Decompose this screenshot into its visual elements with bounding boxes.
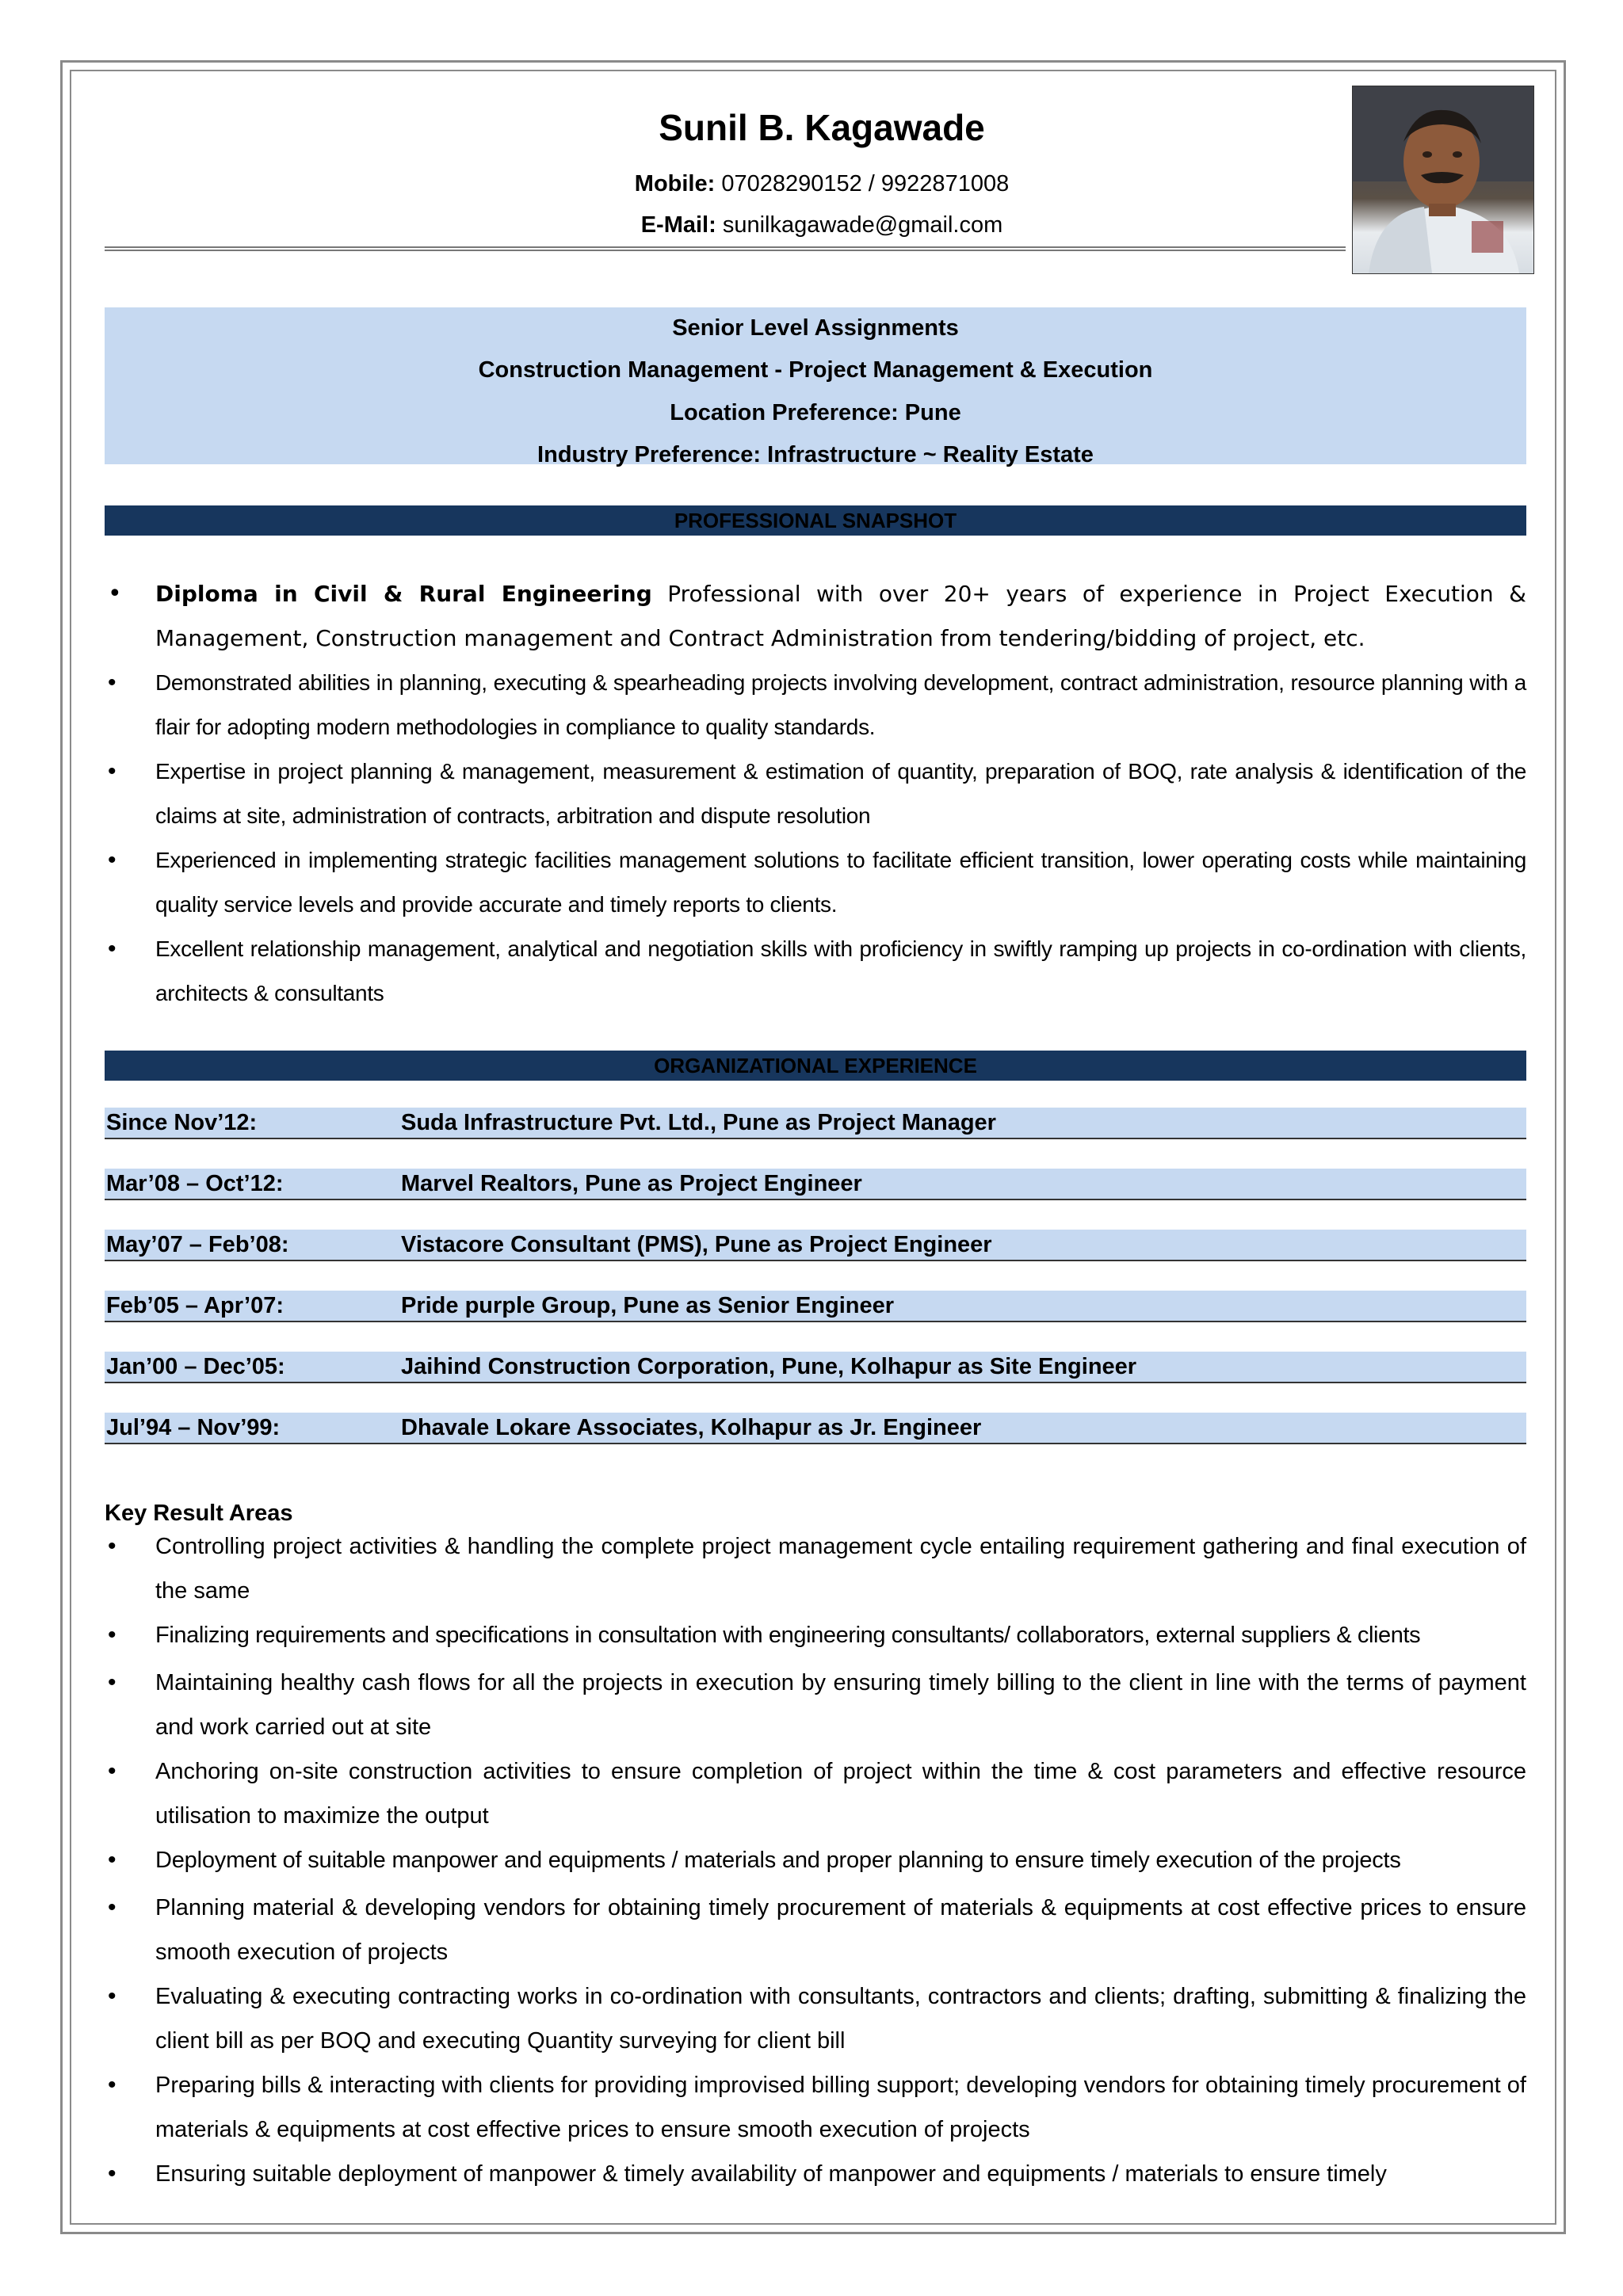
snapshot-text: Expertise in project planning & management, measurement & estimation of quantity, preparation of BOQ, rate analysis & identification of the claims at site, administration of contracts, arbitration and dispute resolution xyxy=(155,759,1526,828)
snapshot-list xyxy=(105,572,1526,1016)
experience-row xyxy=(105,1413,1526,1444)
list-item xyxy=(105,749,1526,838)
email-value: sunilkagawade@gmail.com xyxy=(716,212,1003,238)
experience-role: Marvel Realtors, Pune as Project Engineer xyxy=(401,1171,862,1196)
preference-line: Senior Level Assignments xyxy=(672,315,959,341)
mobile-line xyxy=(105,171,1539,197)
list-item xyxy=(105,661,1526,749)
list-item xyxy=(105,572,1526,661)
preference-line: Location Preference: Pune xyxy=(670,400,961,425)
experience-row xyxy=(105,1169,1526,1200)
list-item xyxy=(105,927,1526,1016)
preferences-box xyxy=(105,307,1526,467)
email-line xyxy=(105,212,1539,238)
kra-list xyxy=(105,1524,1526,2196)
experience-row xyxy=(105,1291,1526,1322)
resume-page xyxy=(105,86,1526,2225)
experience-period: Jan’00 – Dec’05: xyxy=(106,1354,285,1379)
experience-period: May’07 – Feb’08: xyxy=(106,1232,289,1257)
header-divider xyxy=(105,246,1346,251)
experience-role: Vistacore Consultant (PMS), Pune as Project Engineer xyxy=(401,1232,992,1257)
kra-heading: Key Result Areas xyxy=(105,1501,293,1526)
section-heading-experience: ORGANIZATIONAL EXPERIENCE xyxy=(105,1051,1526,1081)
candidate-name: Sunil B. Kagawade xyxy=(659,107,985,148)
portrait-image xyxy=(1353,86,1533,273)
experience-period: Feb’05 – Apr’07: xyxy=(106,1293,285,1318)
experience-role: Pride purple Group, Pune as Senior Engineer xyxy=(401,1293,895,1318)
snapshot-text: Professional with over 20+ years of experience in Project Execution & Management, Construction management and Contract Administration from tendering/bidding of project, etc. xyxy=(155,581,1526,651)
experience-period: Since Nov’12: xyxy=(106,1110,258,1135)
experience-row xyxy=(105,1230,1526,1261)
experience-row xyxy=(105,1352,1526,1383)
mobile-value: 07028290152 / 9922871008 xyxy=(715,171,1010,196)
profile-photo xyxy=(1352,86,1534,274)
preference-line: Construction Management - Project Management & Execution xyxy=(478,357,1153,383)
experience-role: Dhavale Lokare Associates, Kolhapur as Jr. Engineer xyxy=(401,1415,982,1440)
email-label: E-Mail: xyxy=(640,212,716,238)
mobile-label: Mobile: xyxy=(634,171,716,196)
list-item: • Maintaining healthy cash flows for all the projects in execution by ensuring timely billing to the client in line with the terms of payment and work carried out at site xyxy=(105,1661,1526,1749)
list-item: • Ensuring suitable deployment of manpower & timely availability of manpower and equipments / materials to ensure timely xyxy=(105,2152,1526,2196)
experience-period: Mar’08 – Oct’12: xyxy=(106,1171,284,1196)
experience-role: Suda Infrastructure Pvt. Ltd., Pune as Project Manager xyxy=(401,1110,996,1135)
snapshot-text: Excellent relationship management, analytical and negotiation skills with proficiency in swiftly ramping up projects in co-ordination with clients, architects & consultants xyxy=(155,936,1526,1005)
experience-period: Jul’94 – Nov’99: xyxy=(106,1415,281,1440)
snapshot-text: Demonstrated abilities in planning, executing & spearheading projects involving development, contract administration, resource planning with a flair for adopting modern methodologies in compliance to quality standards. xyxy=(155,670,1526,739)
list-item: • Evaluating & executing contracting works in co-ordination with consultants, contractors and clients; drafting, submitting & finalizing the client bill as per BOQ and executing Quantity surveying for client bill xyxy=(105,1974,1526,2063)
list-item: • Anchoring on-site construction activities to ensure completion of project within the time & cost parameters and effective resource utilisation to maximize the output xyxy=(105,1749,1526,1838)
list-item: • Controlling project activities & handling the complete project management cycle entailing requirement gathering and final execution of the same xyxy=(105,1524,1526,1613)
experience-role: Jaihind Construction Corporation, Pune, Kolhapur as Site Engineer xyxy=(401,1354,1137,1379)
list-item xyxy=(105,838,1526,927)
preference-line: Industry Preference: Infrastructure ~ Reality Estate xyxy=(537,442,1094,467)
snapshot-text: Experienced in implementing strategic facilities management solutions to facilitate efficient transition, lower operating costs while maintaining quality service levels and provide accurate and timely reports to clients. xyxy=(155,848,1526,917)
snapshot-lead: Diploma in Civil & Rural Engineering xyxy=(155,581,652,607)
list-item: • Preparing bills & interacting with clients for providing improvised billing support; developing vendors for obtaining timely procurement of materials & equipments at cost effective prices to ensure smooth execution of projects xyxy=(105,2063,1526,2152)
section-heading-snapshot: PROFESSIONAL SNAPSHOT xyxy=(105,505,1526,536)
list-item: • Deployment of suitable manpower and equipments / materials and proper planning to ensure timely execution of the projects xyxy=(105,1838,1526,1882)
list-item: • Planning material & developing vendors for obtaining timely procurement of materials & equipments at cost effective prices to ensure smooth execution of projects xyxy=(105,1886,1526,1974)
list-item: • Finalizing requirements and specifications in consultation with engineering consultants/ collaborators, external suppliers & clients xyxy=(105,1613,1526,1657)
experience-row xyxy=(105,1108,1526,1139)
